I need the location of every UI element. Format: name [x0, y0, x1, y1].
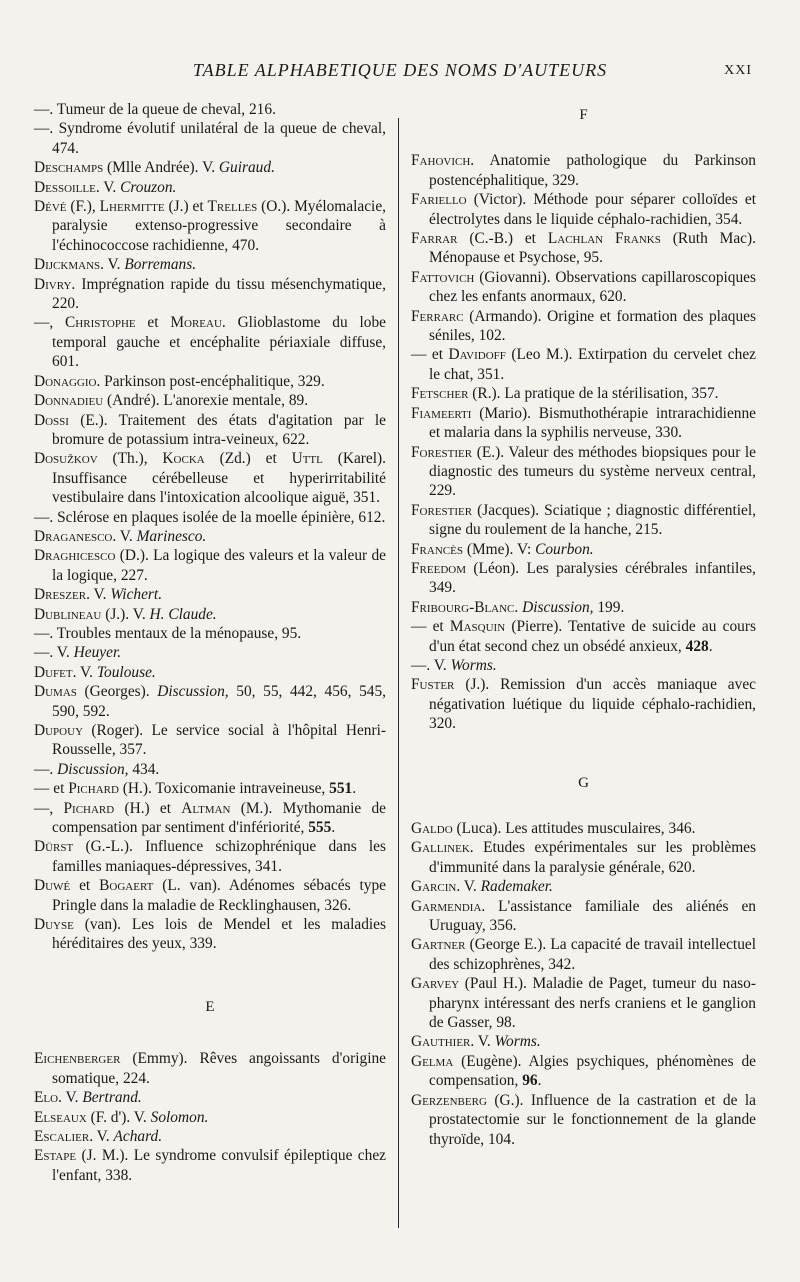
section-heading-e: E — [205, 998, 215, 1015]
entry-text: —. V. — [34, 644, 74, 662]
index-entry — [34, 275, 386, 314]
page-header — [0, 60, 800, 88]
author-name: Dijckmans — [34, 256, 101, 274]
entry-text: et — [70, 877, 100, 895]
index-entry — [34, 411, 386, 450]
index-entry — [411, 404, 756, 443]
entry-text: . V. — [112, 527, 137, 545]
index-entry — [411, 559, 756, 598]
entry-text: (J. M.). Le syndrome convulsif épileptique chez l'enfant, 338. — [52, 1147, 386, 1184]
entry-text: . Anatomie pathologique du Parkinson postencéphalitique, 329. — [429, 152, 756, 189]
author-name: Garvey — [411, 975, 460, 993]
entry-text: —. V. — [411, 656, 451, 674]
entry-text: (G.-L.). Influence schizophrénique dans les familles maniaques-dépressives, 341. — [52, 838, 386, 875]
author-name: Lachlan Franks — [547, 230, 661, 248]
author-name: Estape — [34, 1147, 77, 1165]
author-name: Elo — [34, 1089, 59, 1107]
author-name: Dreszer — [34, 586, 87, 604]
author-name: Deschamps — [34, 159, 104, 177]
index-entry — [411, 443, 756, 501]
index-entry — [411, 1052, 756, 1091]
index-entry — [411, 268, 756, 307]
entry-text: (van). Les lois de Mendel et les maladies héréditaires des yeux, 339. — [52, 916, 386, 953]
entry-text: . Imprégnation rapide du tissu mésenchymatique, 220. — [52, 275, 386, 313]
author-name: Fahovich — [411, 152, 471, 170]
entry-text: (L. van). Adénomes sébacés type Pringle dans la maladie de Recklinghausen, 326. — [52, 877, 386, 914]
entry-text: . — [331, 819, 336, 837]
entry-text: (G.). Influence de la castration et de la prostatectomie sur le fonctionnement de la glande thyroïde, 104. — [429, 1091, 756, 1148]
entry-text: (Th.), — [97, 450, 163, 468]
left-column — [34, 100, 386, 1185]
cross-reference: Guiraud. — [218, 159, 275, 177]
entry-text: . V. — [86, 586, 111, 604]
entry-text: (Karel). Insuffisance cérébelleuse et hyperirritabilité vestibulaire dans l'intoxication alcoolique aiguë, 351. — [52, 450, 386, 507]
author-name: Freedom — [411, 559, 467, 577]
entry-text: (Leo M.). Extirpation du cervelet chez le chat, 351. — [429, 346, 756, 383]
author-name: Pichard — [68, 780, 119, 798]
author-name: Bogaert — [99, 877, 154, 895]
author-name: Dumas — [34, 683, 77, 701]
entry-text: . — [708, 637, 713, 655]
entry-text: (C.-B.) et — [457, 230, 548, 248]
entry-text: (Mme). V: — [462, 540, 536, 558]
cross-reference: Crouzon. — [120, 178, 177, 196]
entry-text: (Pierre). Tentative de suicide au cours d'un état second chez un obsédé anxieux, — [429, 618, 756, 655]
author-name: Forestier — [411, 443, 473, 461]
index-entry — [411, 229, 756, 268]
cross-reference: H. Claude. — [149, 605, 217, 623]
author-name: Galdo — [411, 820, 453, 837]
index-entry — [34, 546, 386, 585]
cross-reference: Wichert. — [110, 586, 163, 604]
right-column — [411, 100, 756, 1149]
entry-text: (Mlle Andrée). V. — [103, 159, 219, 177]
index-entry — [411, 838, 756, 877]
author-name: Escalier — [34, 1127, 90, 1145]
entry-text: (D.). La logique des valeurs et la valeur de la logique, 227. — [52, 547, 386, 584]
index-entry — [34, 915, 386, 954]
entry-text: —. Tumeur de la queue de cheval, 216. — [34, 101, 276, 118]
entry-text: —. Syndrome évolutif unilatéral de la queue de cheval, 474. — [34, 120, 386, 157]
author-name: Gartner — [411, 936, 466, 954]
index-entry — [34, 1088, 386, 1107]
entry-text: . Glioblastome du lobe temporal gauche et encéphalite périaxiale diffuse, 601. — [52, 314, 386, 371]
author-name: Donnadieu — [34, 392, 104, 410]
author-name: Fuster — [411, 676, 455, 694]
cross-reference: Bertrand. — [82, 1089, 142, 1107]
index-entry — [411, 540, 756, 559]
author-name: Forestier — [411, 501, 473, 519]
index-entry — [34, 779, 386, 798]
index-entry — [411, 345, 756, 384]
cross-reference: Marinesco. — [136, 527, 207, 545]
index-entry — [34, 643, 386, 662]
entry-text: et — [135, 314, 171, 332]
entry-text: (Paul H.). Maladie de Paget, tumeur du naso-pharynx intéressant des nerfs craniens et le ganglion de Gasser, 98. — [429, 975, 756, 1032]
page-reference: 428 — [685, 637, 709, 655]
entry-text: (M.). Mythomanie de compensation par sentiment d'infériorité, — [52, 799, 386, 837]
entry-text: . V. — [100, 256, 125, 274]
index-entry — [34, 1049, 386, 1088]
author-name: Christophe — [65, 314, 136, 332]
cross-reference: Discussion, — [522, 598, 594, 616]
entry-text: (Victor). Méthode pour séparer colloïdes et électrolytes dans le liquide céphalo-rachidien, 354. — [429, 191, 756, 228]
index-entry — [411, 877, 756, 896]
index-entry — [411, 307, 756, 346]
author-name: Lhermitte — [99, 198, 165, 216]
index-entry — [411, 819, 756, 838]
index-entry — [34, 1146, 386, 1185]
entry-text: (H.) et — [114, 799, 182, 817]
cross-reference: Toulouse. — [96, 663, 156, 681]
entry-text: (Georges). — [76, 683, 158, 701]
cross-reference: Worms. — [494, 1033, 541, 1051]
author-name: Duyse — [34, 916, 74, 934]
entry-text: (Zd.) et — [204, 450, 292, 468]
author-name: Farrar — [411, 230, 458, 248]
cross-reference: Borremans. — [124, 256, 197, 274]
cross-reference: Discussion, — [157, 683, 229, 701]
author-name: Garmendia — [411, 897, 482, 915]
cross-reference: Courbon. — [535, 540, 594, 558]
entry-text: . V. — [89, 1127, 114, 1145]
index-entry — [34, 158, 386, 177]
author-name: Gauthier — [411, 1033, 471, 1051]
author-name: Kocka — [162, 450, 205, 468]
index-entry — [34, 605, 386, 624]
index-entry — [411, 675, 756, 733]
author-name: Gelma — [411, 1052, 454, 1070]
index-entry — [34, 119, 386, 158]
author-name: Draganesco — [34, 527, 113, 545]
author-name: Gallinek — [411, 839, 470, 857]
index-entry — [34, 1127, 386, 1146]
entry-text: (H.). Toxicomanie intraveineuse, — [118, 780, 330, 798]
entry-text: —, — [34, 799, 64, 817]
index-entry — [34, 682, 386, 721]
cross-reference: Rademaker. — [480, 878, 553, 896]
author-name: Dessoille — [34, 178, 96, 196]
entry-text: . — [514, 598, 523, 616]
index-entry — [411, 935, 756, 974]
section-heading-g: G — [578, 774, 589, 791]
entry-text: (Luca). Les attitudes musculaires, 346. — [452, 820, 696, 837]
entry-text: — et — [34, 780, 69, 798]
author-name: Dosužkov — [34, 450, 98, 468]
entry-text: . V. — [95, 178, 121, 196]
author-name: Dublineau — [34, 605, 102, 623]
entry-text: . V. — [72, 663, 97, 681]
index-entry — [411, 1032, 756, 1051]
index-entry — [34, 527, 386, 546]
entry-text: (Giovanni). Observations capillaroscopiques chez les enfants anormaux, 620. — [429, 268, 756, 306]
author-name: Dévé — [34, 198, 67, 216]
entry-text: 199. — [593, 598, 625, 616]
index-entry — [34, 799, 386, 838]
index-entry — [34, 391, 386, 410]
entry-text: (André). L'anorexie mentale, 89. — [103, 392, 309, 410]
column-divider — [398, 118, 399, 1228]
cross-reference: Worms. — [450, 656, 497, 674]
entry-text: —, — [34, 314, 66, 332]
entry-text: (J.). Remission d'un accès maniaque avec négativation luétique du liquide céphalo-rachidien, 320. — [429, 676, 756, 733]
entry-text: (Mario). Bismuthothérapie intrarachidienne et malaria dans la syphilis nerveuse, 330. — [429, 404, 756, 442]
author-name: Dufet — [34, 663, 73, 681]
author-name: Francès — [411, 540, 463, 558]
entry-text: —. — [34, 760, 58, 778]
index-entry — [34, 721, 386, 760]
author-name: Draghicesco — [34, 547, 116, 565]
cross-reference: Discussion, — [57, 760, 129, 778]
entry-text: . — [352, 780, 357, 798]
author-name: Fribourg-Blanc — [411, 598, 515, 616]
entry-text: (Ruth Mac). Ménopause et Psychose, 95. — [429, 230, 756, 267]
entry-text: (E.). Valeur des méthodes biopsiques pour le diagnostic des tumeurs du système nerveux central, 229. — [429, 443, 756, 500]
index-entry — [411, 1091, 756, 1149]
index-entry — [34, 663, 386, 682]
entry-text: . L'assistance familiale des aliénés en Uruguay, 356. — [429, 897, 756, 935]
entry-text: — et — [411, 618, 450, 636]
entry-text: 50, 55, 442, 456, 545, 590, 592. — [52, 683, 386, 720]
author-name: Elseaux — [34, 1108, 87, 1126]
author-name: Eichenberger — [34, 1050, 121, 1068]
index-entry — [411, 897, 756, 936]
author-name: Donaggio — [34, 372, 97, 390]
cross-reference: Heuyer. — [73, 644, 122, 662]
index-entry — [34, 624, 386, 643]
index-entry — [411, 190, 756, 229]
author-name: Dürst — [34, 838, 74, 856]
author-name: Masquin — [449, 618, 506, 636]
section-heading-f: F — [579, 107, 588, 123]
index-entry — [34, 760, 386, 779]
entry-text: (Eugène). Algies psychiques, phénomènes de compensation, — [429, 1052, 756, 1090]
entry-text: (Armando). Origine et formation des plaques séniles, 102. — [429, 307, 756, 345]
author-name: Duwé — [34, 877, 71, 895]
index-entry — [34, 178, 386, 197]
author-name: Trelles — [207, 198, 258, 216]
index-entry — [34, 449, 386, 507]
author-name: Dossi — [34, 411, 69, 429]
entry-text: — et — [411, 346, 449, 364]
author-name: Fiameerti — [411, 404, 472, 422]
entry-text: —. Troubles mentaux de la ménopause, 95. — [34, 624, 302, 642]
index-entry — [34, 372, 386, 391]
cross-reference: Solomon. — [150, 1108, 209, 1126]
index-entry — [34, 508, 386, 527]
author-name: Moreau — [170, 314, 222, 332]
page-number: XXI — [724, 63, 752, 78]
author-name: Uttl — [291, 450, 323, 468]
entry-text: . Parkinson post-encéphalitique, 329. — [96, 372, 325, 390]
entry-text: . — [537, 1072, 542, 1090]
entry-text: (J.) et — [164, 198, 208, 216]
entry-text: . V. — [470, 1033, 495, 1051]
index-entry — [411, 384, 756, 403]
index-entry — [34, 313, 386, 371]
page-reference: 96 — [522, 1072, 538, 1090]
index-entry — [34, 197, 386, 255]
entry-text: (Roger). Le service social à l'hôpital Henri-Rousselle, 357. — [52, 722, 386, 759]
entry-text: (E.). Traitement des états d'agitation par le bromure de potassium intra-veineux, 622. — [52, 411, 386, 448]
entry-text: (O.). Myélomalacie, paralysie extenso-progressive secondaire à l'échinococcose rachidienne, 470. — [52, 198, 386, 254]
entry-text: (Léon). Les paralysies cérébrales infantiles, 349. — [429, 559, 756, 597]
index-entry — [411, 617, 756, 656]
author-name: Fariello — [411, 191, 467, 209]
author-name: Gerzenberg — [411, 1091, 487, 1109]
index-entry — [34, 1108, 386, 1127]
author-name: Pichard — [63, 799, 115, 817]
entry-text: (Jacques). Sciatique ; diagnostic différentiel, signe du roulement de la hanche, 215. — [429, 501, 756, 539]
entry-text: . V. — [456, 878, 481, 896]
author-name: Ferrarc — [411, 307, 464, 325]
author-name: Altman — [181, 799, 231, 817]
author-name: Davidoff — [448, 346, 506, 364]
entry-text: (Emmy). Rêves angoissants d'origine somatique, 224. — [52, 1050, 386, 1087]
entry-text: . Etudes expérimentales sur les problèmes d'immunité dans la paralysie générale, 620. — [429, 839, 756, 876]
index-entry — [34, 837, 386, 876]
index-entry — [34, 876, 386, 915]
author-name: Fattovich — [411, 268, 475, 286]
entry-text: (George E.). La capacité de travail intellectuel des schizophrènes, 342. — [429, 936, 756, 973]
index-entry — [411, 501, 756, 540]
page-title: TABLE ALPHABETIQUE DES NOMS D'AUTEURS — [192, 60, 608, 80]
cross-reference: Achard. — [113, 1127, 163, 1145]
author-name: Garcin — [411, 878, 457, 896]
index-entry — [411, 151, 756, 190]
entry-text: (F.), — [66, 198, 100, 216]
index-entry — [34, 255, 386, 274]
index-entry — [411, 598, 756, 617]
page-reference: 555 — [308, 819, 332, 837]
page-reference: 551 — [329, 780, 353, 798]
author-name: Divry — [34, 275, 72, 293]
entry-text: —. Sclérose en plaques isolée de la moelle épinière, 612. — [34, 508, 386, 526]
author-name: Fetscher — [411, 385, 469, 403]
entry-text: 434. — [128, 760, 160, 778]
entry-text: (R.). La pratique de la stérilisation, 357. — [468, 385, 719, 403]
index-entry — [411, 656, 756, 675]
index-entry — [34, 585, 386, 604]
index-entry — [34, 100, 386, 119]
entry-text: (J.). V. — [101, 605, 150, 623]
author-name: Dupouy — [34, 722, 84, 739]
entry-text: . V. — [58, 1089, 83, 1107]
entry-text: (F. d'). V. — [86, 1108, 151, 1126]
index-entry — [411, 974, 756, 1032]
